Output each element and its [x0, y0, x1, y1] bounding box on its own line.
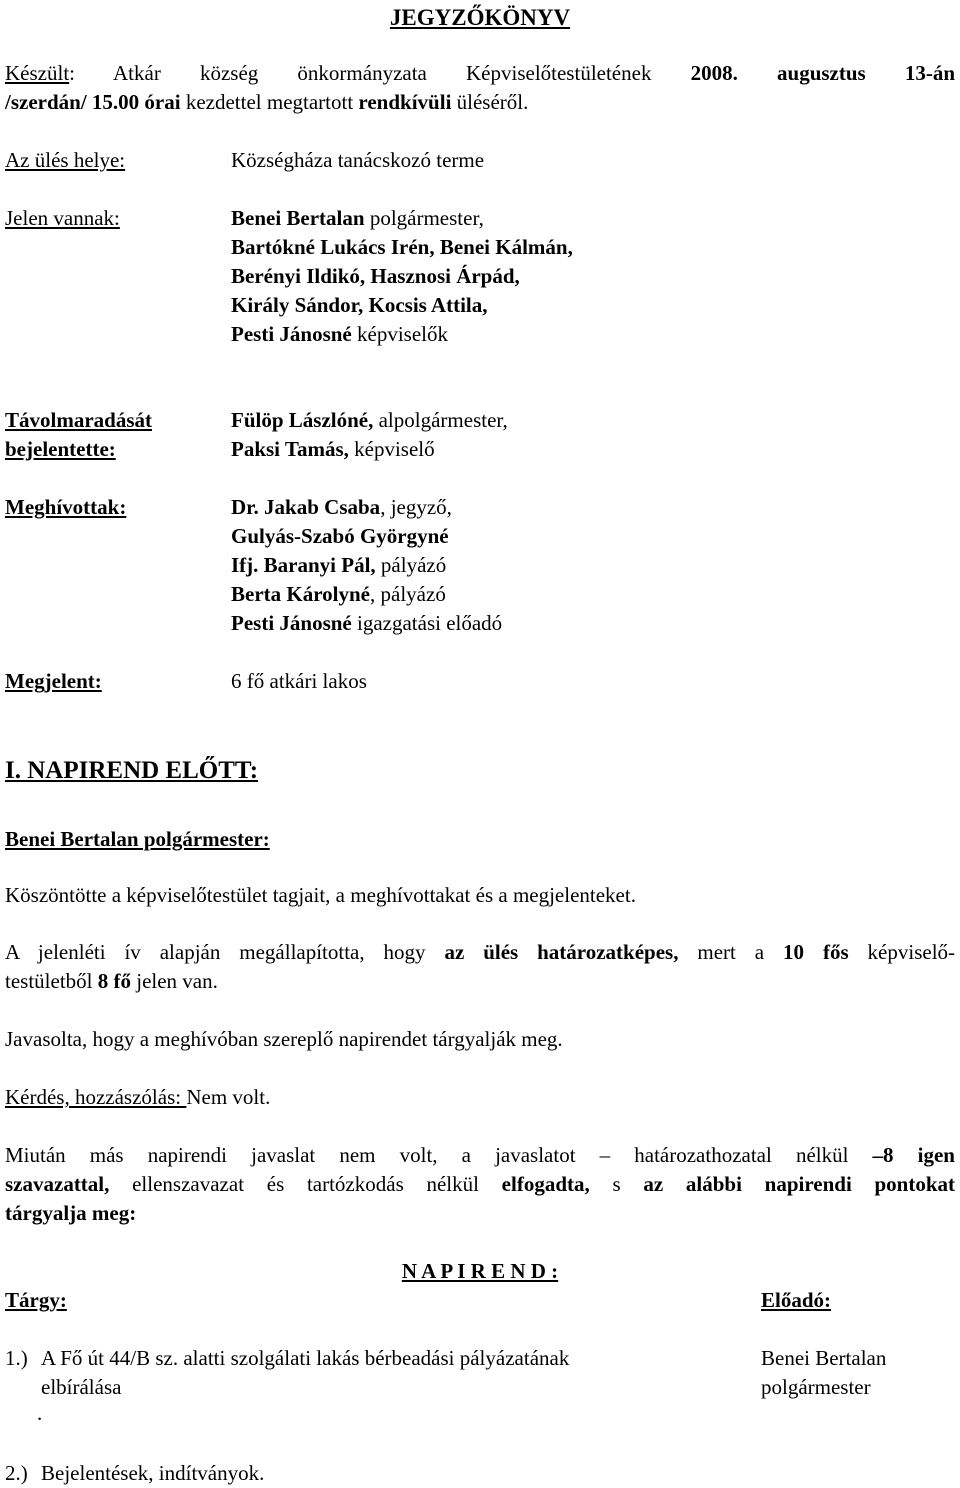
- p2-text: képviselő-: [867, 940, 956, 964]
- stray-dot: .: [37, 1401, 43, 1425]
- p5-bold: szavazattal,: [5, 1172, 110, 1196]
- invited-name: Berta Károlyné: [231, 582, 371, 606]
- paragraph-4: [5, 1084, 270, 1110]
- p5-text: s: [612, 1172, 621, 1196]
- paragraph-1: Köszöntötte a képviselőtestület tagjait, a meghívottakat és a megjelenteket.: [5, 883, 636, 907]
- question-value: Nem volt.: [186, 1085, 271, 1109]
- place-value: Községháza tanácskozó terme: [231, 148, 485, 172]
- present-name: Király Sándor, Kocsis Attila,: [231, 293, 488, 317]
- paragraph-2-line-1: [5, 939, 955, 965]
- p5-bold: elfogadta,: [501, 1172, 590, 1196]
- invited-label: Meghívottak:: [5, 495, 127, 519]
- p5-bold: –8 igen: [872, 1143, 955, 1167]
- absent-list: [231, 407, 508, 465]
- agenda-item-1-line-2: elbírálása: [41, 1375, 122, 1399]
- place-label: Az ülés helye:: [5, 148, 126, 172]
- present-name: Benei Bertalan: [231, 206, 365, 230]
- invited-role: , jegyző,: [380, 495, 452, 519]
- p2-text: A jelenléti ív alapján megállapította, hogy: [5, 940, 426, 964]
- p2-text: mert a: [697, 940, 765, 964]
- intro-text-2: kezdettel megtartott: [185, 90, 354, 114]
- p5-text: Miután más napirendi javaslat nem volt, a javaslatot – határozathozatal nélkül: [5, 1143, 849, 1167]
- present-label: Jelen vannak:: [5, 206, 120, 230]
- intro-line-2: [5, 89, 955, 115]
- paragraph-2-line-2: [5, 968, 955, 994]
- intro-year: 2008.: [690, 61, 738, 85]
- intro-day: augusztus 13-án: [777, 61, 956, 85]
- question-label: Kérdés, hozzászólás:: [5, 1085, 182, 1109]
- absent-role: képviselő: [348, 437, 435, 461]
- paragraph-5-line-3: tárgyalja meg:: [5, 1201, 137, 1225]
- paragraph-5-line-2: [5, 1171, 955, 1197]
- absent-name: Fülöp Lászlóné,: [231, 408, 374, 432]
- present-name: Berényi Ildikó, Hasznosi Árpád,: [231, 264, 520, 288]
- appeared-label: Megjelent:: [5, 669, 102, 693]
- absent-name: Paksi Tamás,: [231, 437, 349, 461]
- invited-role: , pályázó: [370, 582, 446, 606]
- intro-time: /szerdán/ 15.00 órai: [5, 90, 181, 114]
- agenda-item-1-number: 1.): [5, 1346, 28, 1370]
- speaker-heading: Benei Bertalan polgármester:: [5, 827, 270, 851]
- agenda-item-1-presenter-2: polgármester: [761, 1375, 871, 1399]
- present-list: [231, 205, 573, 350]
- p2-bold: 10 fős: [783, 940, 849, 964]
- paragraph-5-line-1: [5, 1142, 955, 1168]
- appeared-value: 6 fő atkári lakos: [231, 669, 367, 693]
- invited-name: Ifj. Baranyi Pál,: [231, 553, 376, 577]
- agenda-item-2-line-1: Bejelentések, indítványok.: [41, 1461, 265, 1485]
- presenter-label: Előadó:: [761, 1288, 832, 1312]
- invited-name: Gulyás-Szabó Györgyné: [231, 524, 449, 548]
- agenda-item-1-presenter-1: Benei Bertalan: [761, 1346, 887, 1370]
- p2-text: testületből: [5, 969, 93, 993]
- present-name: Bartókné Lukács Irén, Benei Kálmán,: [231, 235, 573, 259]
- invited-name: Pesti Jánosné: [231, 611, 352, 635]
- invited-name: Dr. Jakab Csaba: [231, 495, 381, 519]
- absent-label-1: Távolmaradását: [5, 408, 152, 432]
- intro-line-1: Készült: Atkár község önkormányzata Képviselőtestületének 2008. augusztus 13-án: [5, 61, 956, 85]
- invited-list: [231, 494, 502, 639]
- intro-text: Atkár község önkormányzata Képviselőtestületének: [113, 61, 652, 85]
- agenda-item-2-number: 2.): [5, 1461, 28, 1485]
- absent-label: [5, 407, 152, 465]
- p5-text: ellenszavazat és tartózkodás nélkül: [132, 1172, 479, 1196]
- present-name: Pesti Jánosné: [231, 322, 352, 346]
- p2-text: jelen van.: [136, 969, 218, 993]
- present-role: polgármester,: [364, 206, 484, 230]
- invited-role: pályázó: [375, 553, 447, 577]
- subject-label: Tárgy:: [5, 1288, 67, 1312]
- invited-role: igazgatási előadó: [351, 611, 503, 635]
- intro-label: Készült: [5, 61, 70, 85]
- section-heading: I. NAPIREND ELŐTT:: [5, 757, 259, 784]
- absent-label-2: bejelentette:: [5, 437, 116, 461]
- intro-text-3: üléséről.: [456, 90, 529, 114]
- present-role: képviselők: [351, 322, 448, 346]
- agenda-item-1-line-1: A Fő út 44/B sz. alatti szolgálati lakás bérbeadási pályázatának: [41, 1346, 570, 1370]
- paragraph-3: Javasolta, hogy a meghívóban szereplő napirendet tárgyalják meg.: [5, 1027, 563, 1051]
- agenda-heading: N A P I R E N D :: [401, 1259, 559, 1283]
- p2-bold: az ülés határozatképes,: [444, 940, 679, 964]
- absent-role: alpolgármester,: [373, 408, 508, 432]
- p5-bold: az alábbi napirendi pontokat: [643, 1172, 956, 1196]
- p2-bold: 8 fő: [97, 969, 131, 993]
- document-title: JEGYZŐKÖNYV: [389, 5, 571, 30]
- intro-type: rendkívüli: [358, 90, 452, 114]
